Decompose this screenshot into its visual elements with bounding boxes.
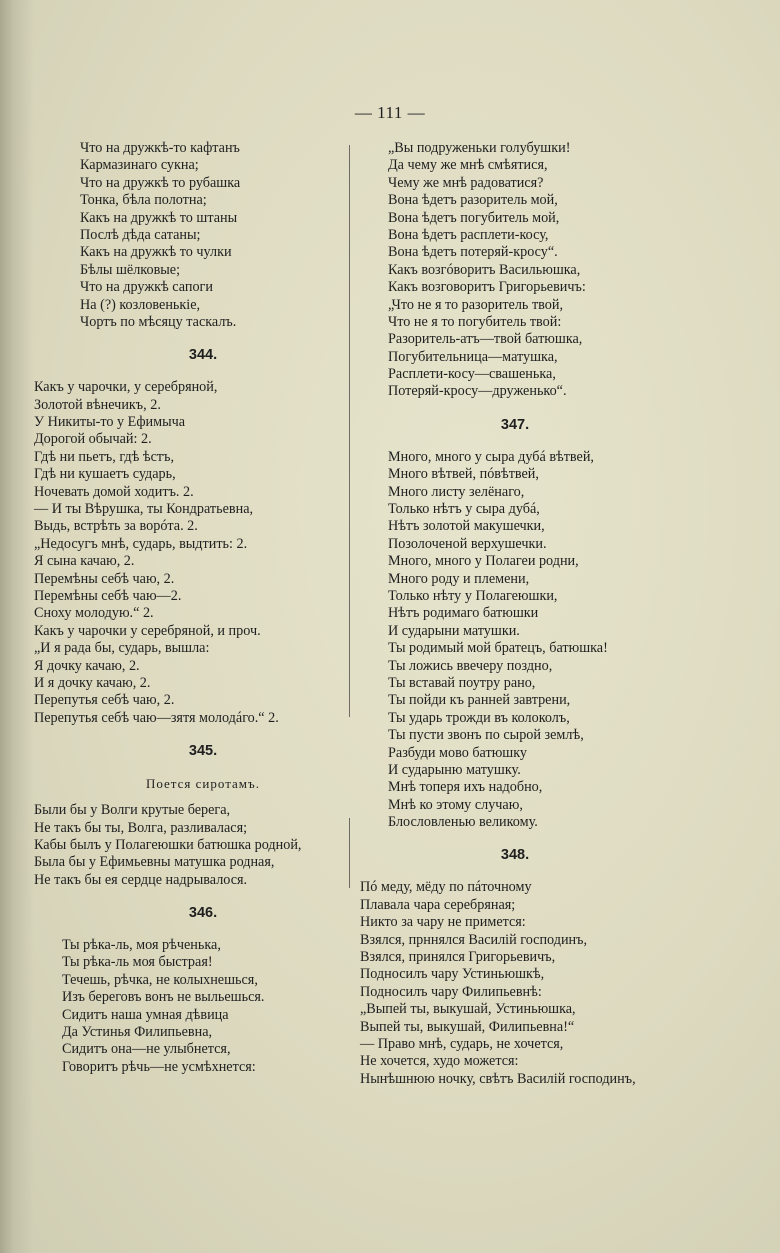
song-number-346: 346. <box>188 905 218 922</box>
verse-line: Разбуди мово батюшку <box>388 744 527 761</box>
verse-line: — Право мнѣ, сударь, не хочется, <box>360 1035 564 1052</box>
verse-line: Перепутья себѣ чаю, 2. <box>34 692 175 709</box>
verse-line: Ночевать домой ходитъ. 2. <box>34 483 194 500</box>
right-column <box>360 140 670 1088</box>
verse-line: Дорогой обычай: 2. <box>34 431 152 448</box>
verse-line: Подносилъ чару Филипьевнѣ: <box>360 983 542 1000</box>
verse-line: Какъ на дружкѣ то чулки <box>80 244 232 261</box>
verse-line: Только нѣту у Полагеюшки, <box>388 587 558 604</box>
verse-line: На (?) козловенькіе, <box>80 296 201 313</box>
verse-line: Вона ѣдетъ расплети-косу, <box>388 226 549 243</box>
verse-line: Перепутья себѣ чаю—зятя молодáго.“ 2. <box>34 709 279 726</box>
verse-line: Много листу зелёнаго, <box>388 483 525 500</box>
verse-line: Были бы у Волги крутые берега, <box>34 802 231 819</box>
verse-line: „Недосугъ мнѣ, сударь, выдтить: 2. <box>34 535 248 552</box>
verse-line: Ты ударь трожди въ колоколъ, <box>388 709 570 726</box>
verse-line: Не такъ бы ты, Волга, разливалася; <box>34 819 248 836</box>
verse-line: Гдѣ ни кушаетъ сударь, <box>34 466 176 483</box>
left-column <box>34 140 348 1076</box>
verse-line: Разоритель-атъ—твой батюшка, <box>388 331 583 348</box>
verse-line: Бѣлы шёлковые; <box>80 261 181 278</box>
column-divider-lower <box>349 818 350 888</box>
verse-line: Блословленью великому. <box>388 814 538 831</box>
verse-line: Никто за чару не примется: <box>360 914 526 931</box>
verse-line: Подносилъ чару Устиньюшкѣ, <box>360 966 545 983</box>
verse-line: Кармазинаго сукна; <box>80 157 199 174</box>
verse-line: Была бы у Ефимьевны матушка родная, <box>34 854 275 871</box>
verse-line: Только нѣтъ у сыра дубá, <box>388 501 540 518</box>
verse-line: Течешь, рѣчка, не колыхнешься, <box>62 971 258 988</box>
verse-line: Ты вставай поутру рано, <box>388 674 536 691</box>
verse-line: Расплети-косу—свашенька, <box>388 366 556 383</box>
verse-line: Что не я то погубитель твой: <box>388 313 562 330</box>
verse-line: Какъ у чарочки, у серебряной, <box>34 379 218 396</box>
verse-line: Какъ на дружкѣ то штаны <box>80 209 238 226</box>
verse-line: Ты ложись ввечеру поздно, <box>388 657 553 674</box>
verse-line: Ты рѣка-ль, моя рѣченька, <box>62 937 221 954</box>
song-343-continuation <box>58 140 348 331</box>
verse-line: Что на дружкѣ-то кафтанъ <box>80 140 240 156</box>
song-number-345: 345. <box>188 743 218 760</box>
verse-line: Изъ береговъ вонъ не выльешься. <box>62 989 265 1006</box>
verse-line: „И я рада бы, сударь, вышла: <box>34 640 210 657</box>
song-344 <box>34 379 348 727</box>
verse-line: Погубительница—матушка, <box>388 348 558 365</box>
verse-line: „Вы подруженьки голубушки! <box>388 140 571 156</box>
verse-line: Не такъ бы ея сердце надрывалося. <box>34 871 248 888</box>
verse-line: Ты пойди къ ранней завтрени, <box>388 692 571 709</box>
verse-line: — И ты Вѣрушка, ты Кондратьевна, <box>34 501 254 518</box>
verse-line: Послѣ дѣда сатаны; <box>80 226 201 243</box>
verse-line: Какъ возговоритъ Григорьевичъ: <box>388 279 586 296</box>
verse-line: Какъ у чарочки у серебряной, и проч. <box>34 622 261 639</box>
verse-line: Перемѣны себѣ чаю—2. <box>34 587 182 604</box>
verse-line: Нѣтъ родимаго батюшки <box>388 605 539 622</box>
verse-line: Золотой вѣнечикъ, 2. <box>34 396 161 413</box>
verse-line: Не хочется, худо можется: <box>360 1053 519 1070</box>
verse-line: Нѣтъ золотой макушечки, <box>388 518 545 535</box>
binding-shadow <box>0 0 34 1253</box>
verse-line: Что на дружкѣ то рубашка <box>80 174 241 191</box>
verse-line: Нынѣшнюю ночку, свѣтъ Василій господинъ, <box>360 1070 636 1087</box>
verse-line: Перемѣны себѣ чаю, 2. <box>34 570 175 587</box>
song-348 <box>360 879 670 1088</box>
verse-line: Чему же мнѣ радоватися? <box>388 174 544 191</box>
song-346-continuation <box>388 140 670 401</box>
verse-line: Взялся, принялся Григорьевичъ, <box>360 949 556 966</box>
verse-line: Чортъ по мѣсяцу таскалъ. <box>80 313 237 330</box>
verse-line: У Никиты-то у Ефимыча <box>34 414 186 431</box>
verse-line: Что на дружкѣ сапоги <box>80 279 213 296</box>
verse-line: И сударыню матушку. <box>388 761 521 778</box>
verse-line: Какъ возгóворитъ Васильюшка, <box>388 261 581 278</box>
verse-line: Тонка, бѣла полотна; <box>80 192 207 209</box>
page-number: — 111 — <box>354 103 426 122</box>
verse-line: Много, много у Полагеи родни, <box>388 553 579 570</box>
verse-line: Много роду и племени, <box>388 570 530 587</box>
song-346 <box>62 937 348 1076</box>
verse-line: Да чему же мнѣ смѣятися, <box>388 157 548 174</box>
verse-line: Сидитъ наша умная дѣвица <box>62 1006 229 1023</box>
verse-line: Да Устинья Филипьевна, <box>62 1024 213 1041</box>
verse-line: Плавала чара серебряная; <box>360 896 516 913</box>
song-347 <box>388 449 670 832</box>
verse-line: Гдѣ ни пьетъ, гдѣ ѣстъ, <box>34 448 174 465</box>
verse-line: Вона ѣдетъ погубитель мой, <box>388 209 560 226</box>
verse-line: Сидитъ она—не улыбнется, <box>62 1041 231 1058</box>
verse-line: Пó меду, мёду по пáточному <box>360 879 532 896</box>
verse-line: Вона ѣдетъ потеряй-кросу“. <box>388 244 558 261</box>
verse-line: Выпей ты, выкушай, Филипьевна!“ <box>360 1018 575 1035</box>
verse-line: Ты родимый мой братецъ, батюшка! <box>388 640 608 657</box>
song-number-348: 348. <box>500 847 530 864</box>
verse-line: Говоритъ рѣчь—не усмѣхнется: <box>62 1058 256 1075</box>
song-345 <box>34 802 348 889</box>
verse-line: И я дочку качаю, 2. <box>34 674 151 691</box>
verse-line: Сноху молодую.“ 2. <box>34 605 154 622</box>
verse-line: „Что не я то разоритель твой, <box>388 296 563 313</box>
verse-line: Мнѣ ко этому случаю, <box>388 796 523 813</box>
verse-line: Ты рѣка-ль моя быстрая! <box>62 954 213 971</box>
verse-line: Вона ѣдетъ разоритель мой, <box>388 192 558 209</box>
song-subtitle-345: Поется сиротамъ. <box>145 776 261 792</box>
verse-line: Кабы былъ у Полагеюшки батюшка родной, <box>34 836 302 853</box>
column-divider <box>349 145 350 717</box>
verse-line: Я сына качаю, 2. <box>34 553 135 570</box>
verse-line: Я дочку качаю, 2. <box>34 657 140 674</box>
song-number-347: 347. <box>500 416 530 433</box>
verse-line: Взялся, прннялся Василій господинъ, <box>360 931 588 948</box>
verse-line: Ты пусти звонъ по сырой землѣ, <box>388 727 584 744</box>
verse-line: Позолоченой верхушечки. <box>388 535 547 552</box>
verse-line: Много, много у сыра дубá вѣтвей, <box>388 448 594 465</box>
verse-line: И сударыни матушки. <box>388 622 520 639</box>
verse-line: Много вѣтвей, пóвѣтвей, <box>388 466 539 483</box>
verse-line: Потеряй-кросу—друженько“. <box>388 383 567 400</box>
verse-line: „Выпей ты, выкушай, Устиньюшка, <box>360 1001 576 1018</box>
verse-line: Выдь, встрѣть за ворóта. 2. <box>34 518 198 535</box>
verse-line: Мнѣ топеря ихъ надобно, <box>388 779 543 796</box>
song-number-344: 344. <box>188 347 218 364</box>
